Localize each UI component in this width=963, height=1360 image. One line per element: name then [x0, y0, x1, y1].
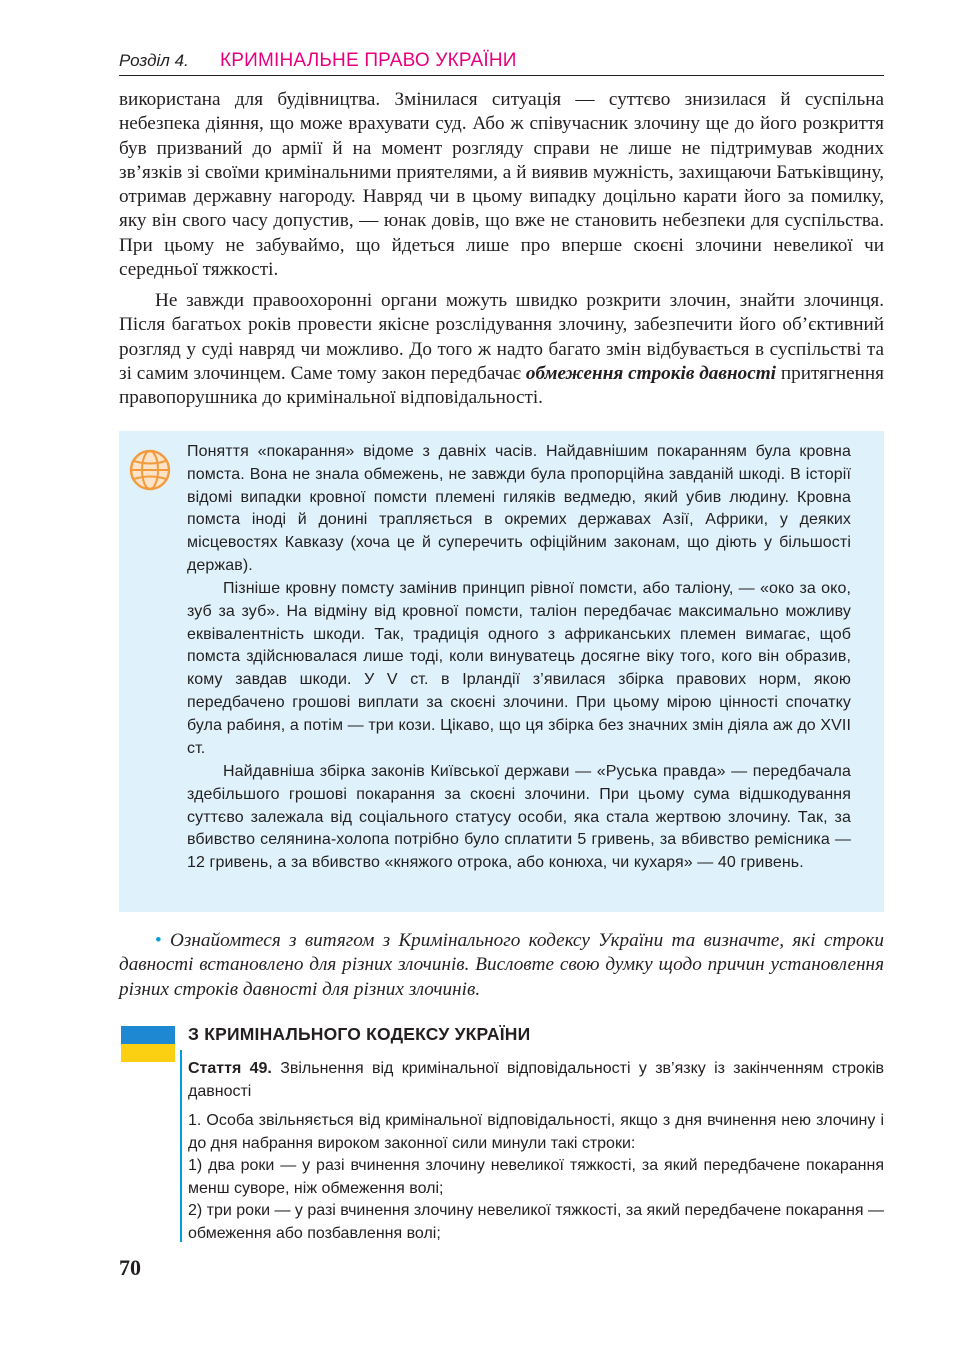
- paragraph-text: притягнення правопорушника до кримінальної відповідальності.: [119, 362, 885, 409]
- globe-icon: [127, 447, 173, 493]
- article-label: Стаття 49.: [188, 1060, 272, 1077]
- bullet-icon: •: [155, 930, 162, 951]
- flag-stripe-blue: [121, 1026, 175, 1044]
- article-title: Звільнення від кримінальної відповідальності у зв’язку із закінченням строків давності: [188, 1060, 884, 1100]
- chapter-title: КРИМІНАЛЬНЕ ПРАВО УКРАЇНИ: [220, 50, 517, 71]
- ukraine-flag-icon: [121, 1026, 175, 1062]
- article-body: [188, 1110, 884, 1246]
- info-paragraph: Пізніше кровну помсту замінив принцип рівної помсти, або таліону, — «око за око, зуб за зуб». На відміну від кровної помсти, таліон передбачає максимально можливу еквівалентність шкоди. Так, традиція одного з африканських племен вимагає, щоб помста здійснювалася лише тоді, коли винуватець досягне віку того, кого він образив, кому завдав шкоди. У V ст. в Ірландії з’явилася збірка правових норм, якою передбачено грошові виплати за скоєні злочини. При цьому мірою цінності спочатку була рабиня, а потім — три кози. Цікаво, що ця збірка без значних змін діяла аж до XVII ст.: [187, 580, 851, 757]
- task-prompt: [119, 929, 884, 1002]
- paragraph-text: Не завжди правоохоронні органи можуть швидко розкрити злочин, знайти злочинця. Після багатьох років провести якісне розслідування злочину, забезпечити його об’єктивний розгляд у суді навряд чи можливо. До того ж надто багато змін відбувається в суспільстві та зі самим злочинцем. Саме тому закон передбачає: [119, 290, 884, 384]
- info-box: [119, 431, 884, 912]
- info-paragraph: Поняття «покарання» відоме з давніх часів. Найдавнішим покаранням була кровна помста. Вона не знала обмежень, не завжди була пропорційна завданій шкоді. В історії відомі випадки кровної помсти племені гиляків ведмедю, який убив людину. Кровна помста іноді й донині трапляється в окремих державах Азії, Африки, у деяких місцевостях Кавказу (хоча це й суперечить офіційним законам, що діють у більшості держав).: [187, 443, 851, 574]
- section-label: Розділ 4.: [119, 51, 189, 70]
- running-header: [119, 49, 884, 76]
- body-paragraph: використана для будівництва. Змінилася ситуація — суттєво знизилася й суспільна небезпека діяння, що може врахувати суд. Або ж співучасник злочину ще до його розкриття був призваний до армії й на момент розгляду справи не лише не підтримував жодних зв’язків зі своїми кримінальними приятелями, а й виявив мужність, захищаючи Батьківщину, отримав державну нагороду. Навряд чи в цьому випадку доцільно карати його за помилку, яку він свого часу допустив, — юнак довів, що вже не становить небезпеки для суспільства. При цьому не забуваймо, що йдеться лише про вперше скоєні злочини невеликої чи середньої тяжкості.: [119, 89, 884, 281]
- article-line: 2) три роки — у разі вчинення злочину невеликої тяжкості, за який передбачене покарання — обмеження або позбавлення волі;: [188, 1202, 885, 1242]
- flag-stripe-yellow: [121, 1044, 175, 1062]
- task-text: Ознайомтеся з витягом з Кримінального кодексу України та визначте, які строки давності встановлено для різних злочинів. Висловте свою думку щодо причин установлення різних строків давності для різних злочинів.: [119, 930, 885, 1000]
- code-excerpt-rule: [180, 1050, 182, 1242]
- article-line: 1. Особа звільняється від кримінальної відповідальності, якщо з дня вчинення нею злочину і до дня набрання вироком законної сили минули такі строки:: [188, 1112, 884, 1152]
- page-number: 70: [119, 1255, 141, 1280]
- article-line: 1) два роки — у разі вчинення злочину невеликої тяжкості, за який передбачене покарання менш суворе, ніж обмеження волі;: [188, 1157, 884, 1197]
- code-excerpt-heading: З КРИМІНАЛЬНОГО КОДЕКСУ УКРАЇНИ: [188, 1024, 531, 1044]
- body-paragraph-term: [119, 289, 884, 410]
- article-heading: [188, 1058, 884, 1103]
- key-term: обмеження строків давності: [525, 362, 776, 384]
- info-paragraph: Найдавніша збірка законів Київської держави — «Руська правда» — передбачала здебільшого грошові покарання за скоєні злочини. При цьому сума відшкодування суттєво залежала від соціального статусу особи, яка стала жертвою злочину. Так, за вбивство селянина-холопа потрібно було сплатити 5 гривень, за вбивство ремісника — 12 гривень, а за вбивство «княжого отрока, або конюха, чи кухаря» — 40 гривень.: [187, 763, 851, 872]
